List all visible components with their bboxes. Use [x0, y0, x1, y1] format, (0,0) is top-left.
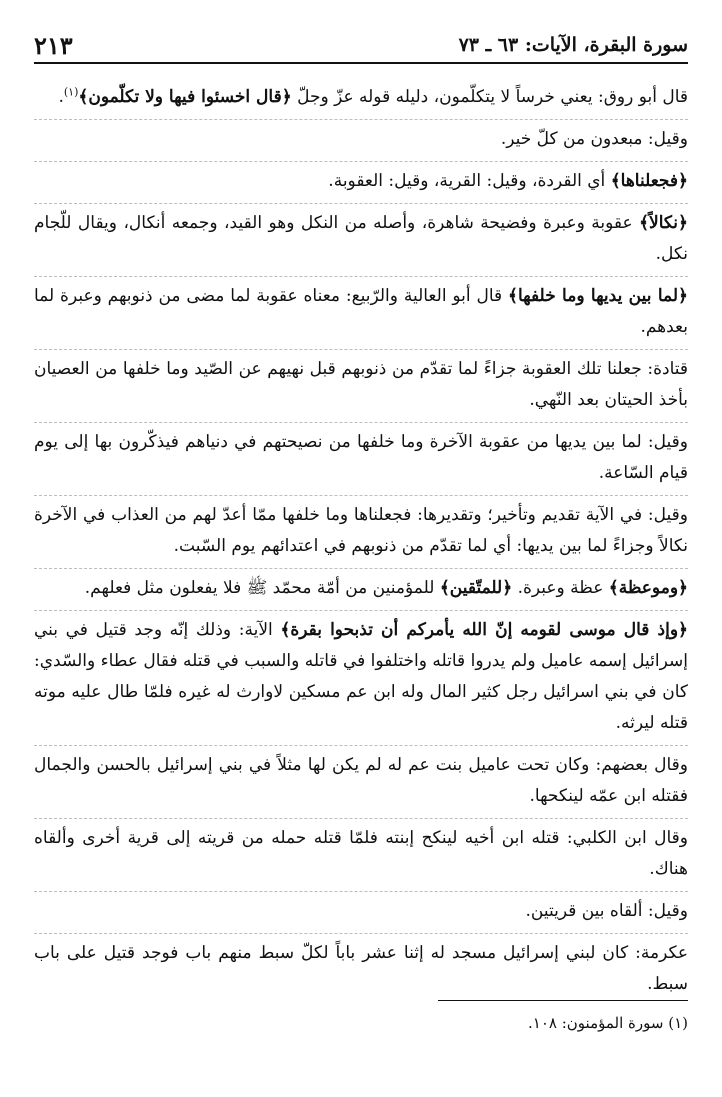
- paragraph: [34, 162, 688, 204]
- paragraph-text: الآية: وذلك إنّه وجد قتيل في بني إسرائيل إسمه عاميل ولم يدروا قاتله واختلفوا في قاتله والسبب في قتله فقال عطاء والسّدي: كان في بني اسرائيل رجل كثير المال وله ابن عم مسكين لاوارث له غيره فلمّا طال عليه موته قتله ليرثه.: [34, 620, 688, 733]
- paragraph: [34, 746, 688, 819]
- running-header: [34, 28, 688, 64]
- paragraph: [34, 819, 688, 892]
- paragraph: [34, 204, 688, 277]
- paragraph: [34, 892, 688, 934]
- quranic-quote: ﴿للمتّقين﴾: [439, 578, 513, 598]
- paragraph-text: وقيل: في الآية تقديم وتأخير؛ وتقديرها: فجعلناها وما خلفها ممّا أعدّ لهم من العذاب في الآخرة نكالاً وجزاءً لما بين يديها: أي لما تقدّم من ذنوبهم في اعتدائهم يوم السّبت.: [34, 505, 688, 556]
- quranic-quote: ﴿فجعلناها﴾: [610, 171, 688, 191]
- quranic-quote: ﴿نكالاً﴾: [639, 213, 688, 233]
- paragraph-text: قال أبو روق: يعني خرساً لا يتكلّمون، دليله قوله عزّ وجلّ: [291, 87, 688, 107]
- paragraph-text: أي القردة، وقيل: القرية، وقيل: العقوبة.: [328, 171, 611, 191]
- paragraph-text: وقال بعضهم: وكان تحت عاميل بنت عم له لم يكن لها مثلاً في بني إسرائيل بالحسن والجمال فقتله ابن عمّه لينكحها.: [34, 755, 688, 806]
- page-number: ٢١٣: [34, 30, 73, 60]
- paragraph-text: عقوبة وعبرة وفضيحة شاهرة، وأصله من النكل وهو القيد، وجمعه أنكال، ويقال للّجام نكل.: [34, 213, 688, 264]
- paragraph: [34, 78, 688, 120]
- quranic-quote: ﴿قال اخسئوا فيها ولا تكلّمون﴾: [78, 87, 292, 107]
- paragraph-text: وقال ابن الكلبي: قتله ابن أخيه لينكح إبنته فلمّا قتله حمله من قريته إلى قرية أخرى وألقاه هناك.: [34, 828, 688, 879]
- paragraph-text: عكرمة: كان لبني إسرائيل مسجد له إثنا عشر باباً لكلّ سبط منهم باب فوجد قتيل على باب سبط.: [34, 943, 688, 994]
- paragraph: [34, 423, 688, 496]
- footnote-divider: [438, 1000, 688, 1001]
- paragraph-text: وقيل: مبعدون من كلّ خير.: [500, 129, 688, 149]
- paragraph-text: للمؤمنين من أمّة محمّد ﷺ فلا يفعلون مثل فعلهم.: [84, 578, 440, 598]
- paragraph: [34, 350, 688, 423]
- paragraph-text: .: [58, 87, 64, 107]
- body-text: [34, 78, 688, 1006]
- footnotes-section: [34, 1000, 688, 1035]
- paragraph: [34, 611, 688, 746]
- quranic-quote: ﴿لما بين يديها وما خلفها﴾: [507, 286, 688, 306]
- quranic-quote: ﴿وإذ قال موسى لقومه إنّ الله يأمركم أن تذبحوا بقرة﴾: [280, 620, 689, 640]
- paragraph: [34, 569, 688, 611]
- paragraph: [34, 120, 688, 162]
- footnote: (١) سورة المؤمنون: ١٠٨.: [528, 1014, 688, 1032]
- paragraph: [34, 496, 688, 569]
- paragraph: [34, 934, 688, 1006]
- paragraph-text: قتادة: جعلنا تلك العقوبة جزاءً لما تقدّم من ذنوبهم قبل نهيهم عن الصّيد وما خلفها من العصيان بأخذ الحيتان بعد النّهي.: [34, 359, 688, 410]
- paragraph: [34, 277, 688, 350]
- paragraph-text: عظة وعبرة.: [512, 578, 609, 598]
- paragraph-text: وقيل: ألقاه بين قريتين.: [525, 901, 688, 921]
- footnote-marker: (١): [63, 85, 79, 99]
- paragraph-text: وقيل: لما بين يديها من عقوبة الآخرة وما خلفها من نصيحتهم في دنياهم فيذكّرون بها إلى يوم قيام السّاعة.: [34, 432, 688, 483]
- surah-verses-title: سورة البقرة، الآيات: ٦٣ ـ ٧٣: [458, 34, 688, 56]
- quranic-quote: ﴿وموعظة﴾: [608, 578, 688, 598]
- paragraph-text: قال أبو العالية والرّبيع: معناه عقوبة لما مضى من ذنوبهم وعبرة لما بعدهم.: [34, 286, 688, 337]
